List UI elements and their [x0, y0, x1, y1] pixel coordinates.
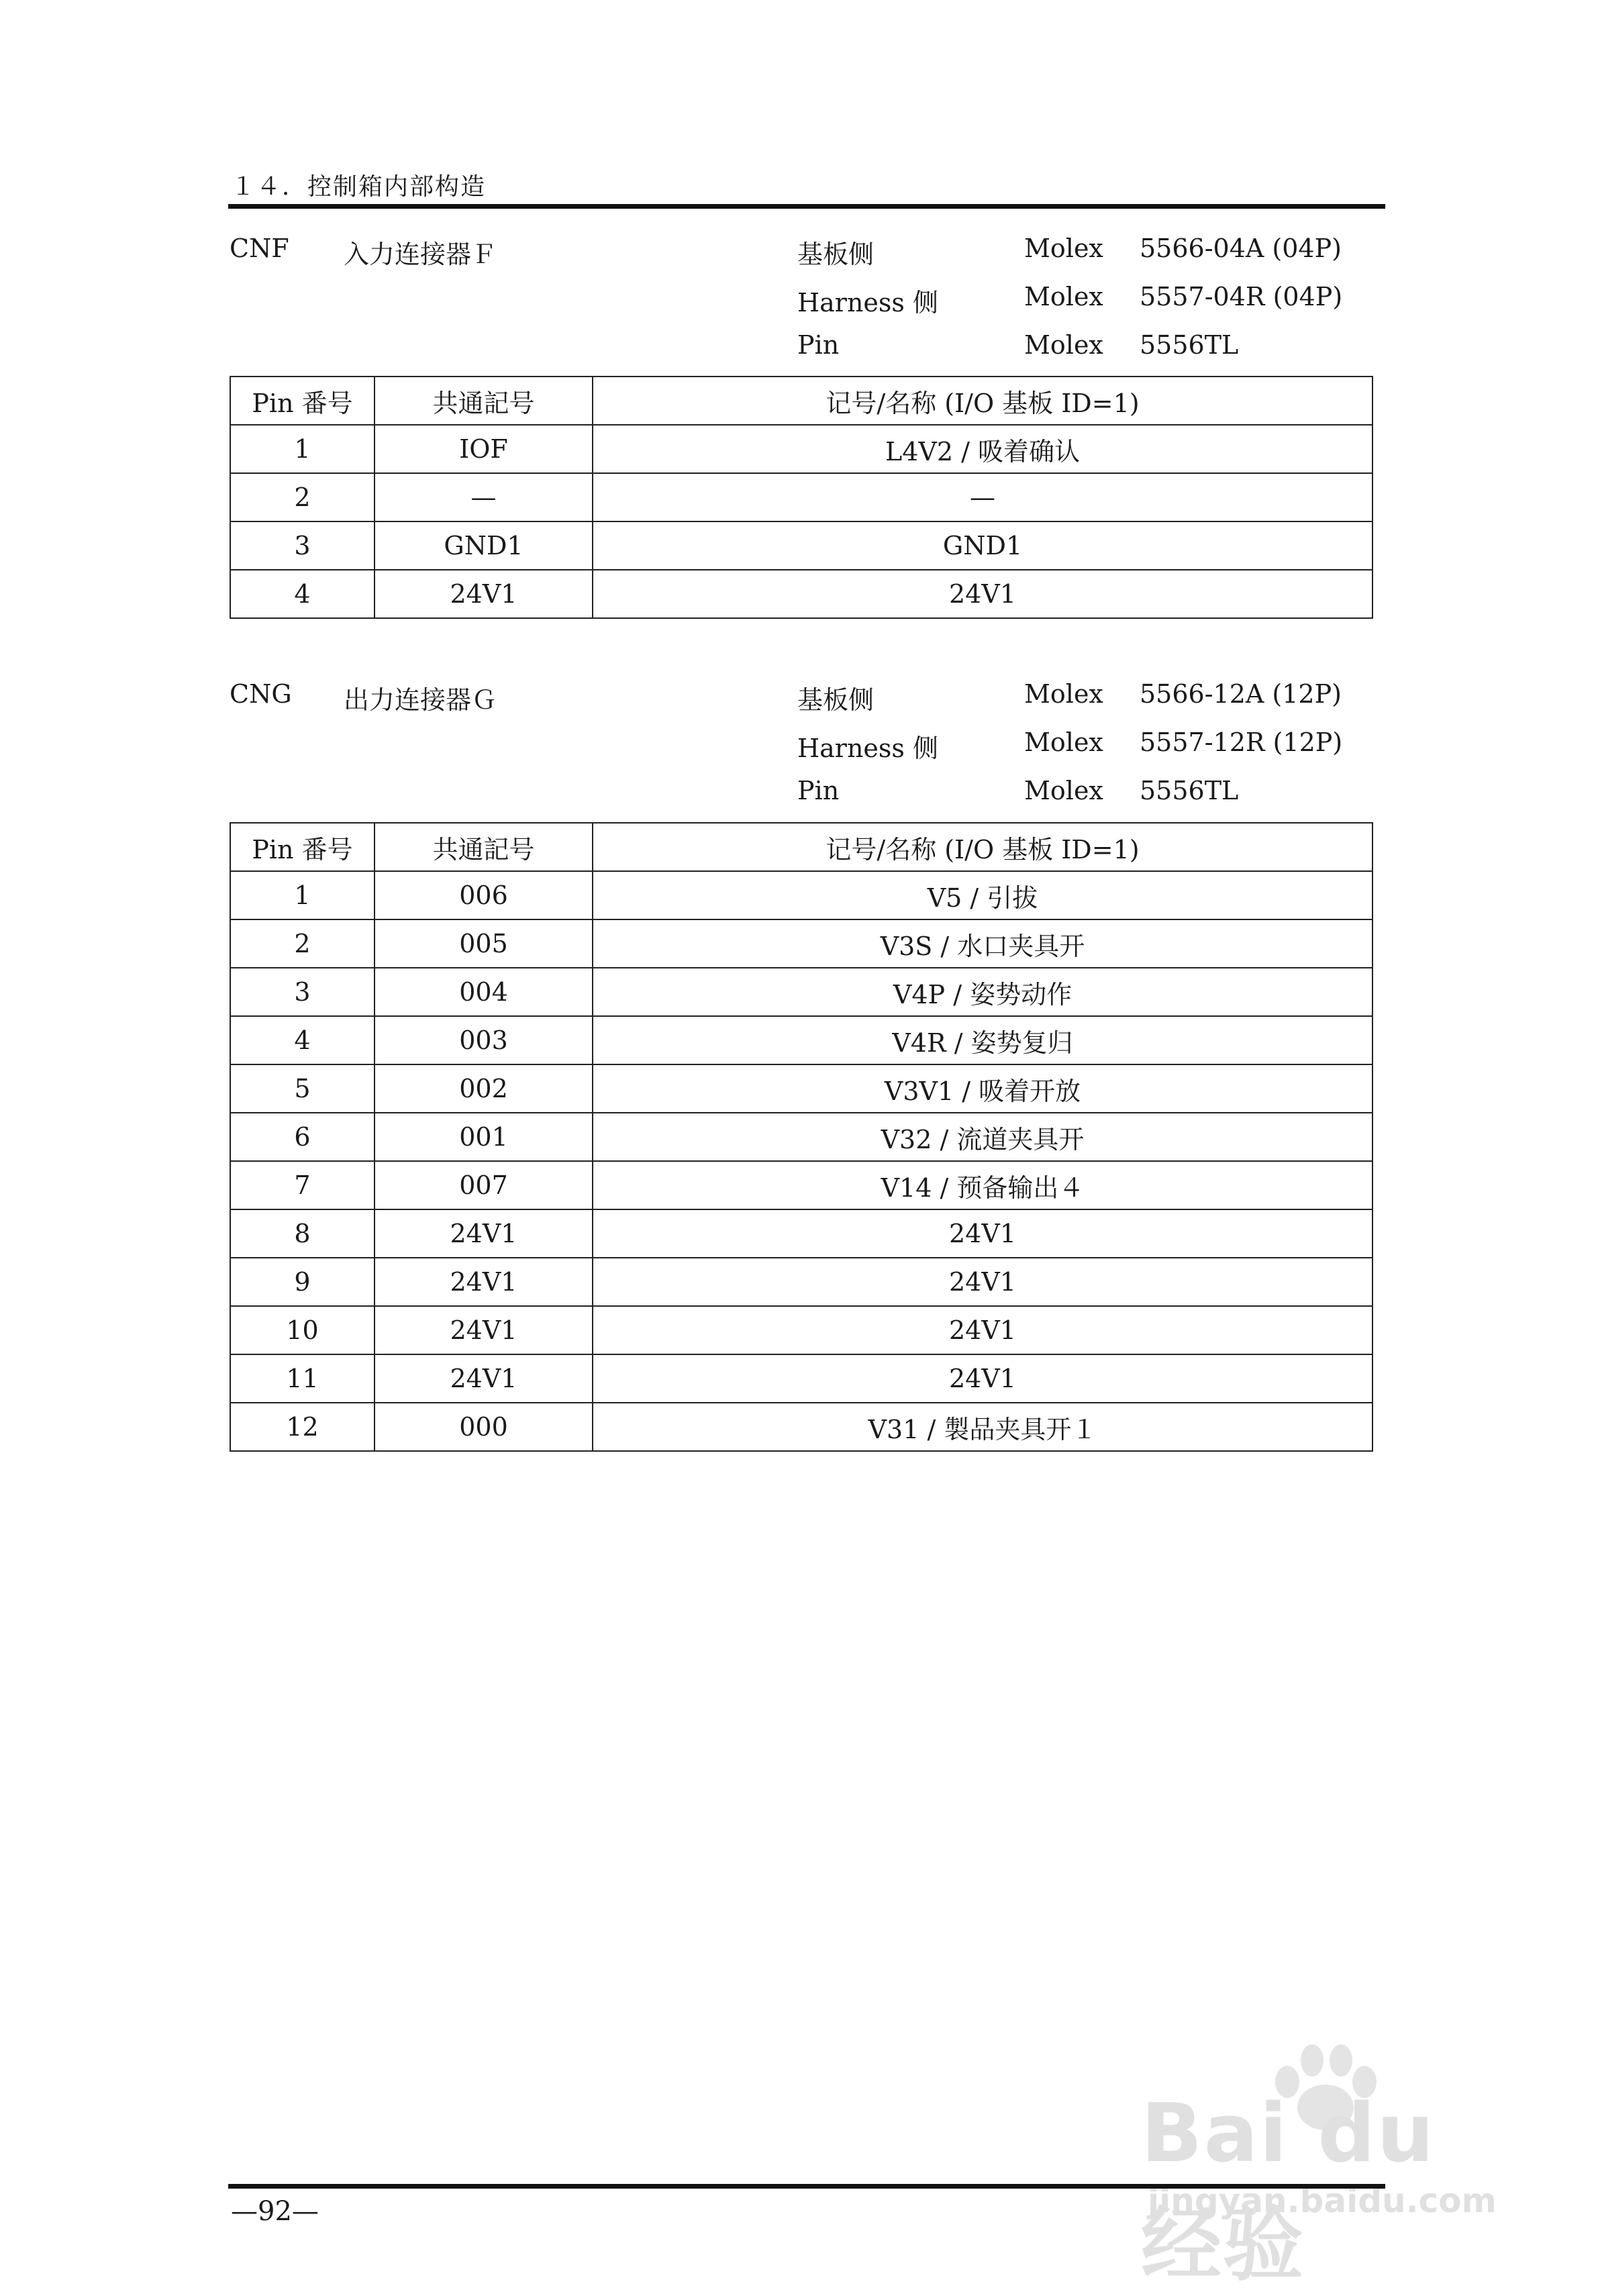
common-cell: 24V1 — [374, 570, 593, 618]
spec-part: 5557-04R (04P) — [1140, 282, 1343, 311]
signal-cell: 24V1 — [593, 1354, 1372, 1403]
page-number: —92— — [231, 2196, 319, 2227]
spec-side: Harness 侧 — [797, 288, 939, 317]
signal-cell: V4R / 姿势复归 — [593, 1016, 1372, 1064]
connector-code: CNG — [230, 679, 292, 709]
pin-cell: 3 — [230, 968, 374, 1016]
table-row — [230, 570, 1372, 618]
connector-f-spec-row — [230, 234, 1370, 282]
common-cell: 007 — [374, 1161, 593, 1209]
pin-header: Pin 番号 — [230, 823, 374, 871]
signal-cell: 24V1 — [593, 1209, 1372, 1258]
connector-name: 入力连接器Ｆ — [344, 240, 497, 269]
table-row — [230, 1354, 1372, 1403]
common-cell: 24V1 — [374, 1354, 593, 1403]
table-row — [230, 1161, 1372, 1209]
pin-cell: 1 — [230, 425, 374, 473]
section-title: １４．控制箱内部构造 — [231, 173, 487, 201]
footer-rule — [228, 2184, 1385, 2189]
signal-header: 记号/名称 (I/O 基板 ID=1) — [593, 377, 1372, 425]
signal-cell: GND1 — [593, 521, 1372, 570]
pin-cell: 7 — [230, 1161, 374, 1209]
baidu-watermark — [1141, 2040, 1517, 2292]
pin-cell: 12 — [230, 1403, 374, 1451]
table-row — [230, 968, 1372, 1016]
common-cell: 24V1 — [374, 1209, 593, 1258]
signal-cell: L4V2 / 吸着确认 — [593, 425, 1372, 473]
pin-cell: 5 — [230, 1064, 374, 1113]
signal-cell: 24V1 — [593, 1306, 1372, 1354]
table-row — [230, 425, 1372, 473]
watermark-site: jingyan.baidu.com — [1148, 2181, 1497, 2220]
spec-part: 5557-12R (12P) — [1140, 728, 1343, 757]
signal-cell: V3V1 / 吸着开放 — [593, 1064, 1372, 1113]
spec-maker: Molex — [1024, 679, 1103, 709]
pin-cell: 9 — [230, 1258, 374, 1306]
common-cell: 000 — [374, 1403, 593, 1451]
spec-side: Pin — [797, 776, 840, 805]
spec-maker: Molex — [1024, 330, 1103, 360]
connector-f-pin-table — [230, 376, 1373, 619]
table-row — [230, 1403, 1372, 1451]
common-cell: 24V1 — [374, 1306, 593, 1354]
spec-side: 基板侧 — [797, 685, 875, 715]
watermark-brand: Bai du 经验 — [1141, 2087, 1436, 2292]
table-row — [230, 521, 1372, 570]
signal-cell: V31 / 製品夹具开１ — [593, 1403, 1372, 1451]
pin-cell: 2 — [230, 473, 374, 521]
connector-g-spec-row — [230, 679, 1370, 728]
table-header-row — [230, 377, 1372, 425]
table-row — [230, 1113, 1372, 1161]
common-cell: 003 — [374, 1016, 593, 1064]
spec-part: 5566-12A (12P) — [1140, 679, 1342, 709]
common-cell: 006 — [374, 871, 593, 919]
common-cell: GND1 — [374, 521, 593, 570]
table-row — [230, 1306, 1372, 1354]
connector-g-info — [230, 679, 1370, 824]
table-row — [230, 1016, 1372, 1064]
table-row — [230, 919, 1372, 968]
connector-f-info — [230, 234, 1370, 379]
common-cell: 24V1 — [374, 1258, 593, 1306]
common-cell: IOF — [374, 425, 593, 473]
signal-cell: 24V1 — [593, 570, 1372, 618]
spec-side: Harness 侧 — [797, 734, 939, 763]
table-row — [230, 1064, 1372, 1113]
spec-maker: Molex — [1024, 728, 1103, 757]
header-rule — [228, 204, 1385, 209]
common-cell: 004 — [374, 968, 593, 1016]
table-row — [230, 871, 1372, 919]
common-cell: 001 — [374, 1113, 593, 1161]
spec-side: Pin — [797, 330, 840, 360]
pin-cell: 6 — [230, 1113, 374, 1161]
connector-g-spec-row — [230, 776, 1370, 824]
table-row — [230, 1258, 1372, 1306]
table-header-row — [230, 823, 1372, 871]
spec-maker: Molex — [1024, 234, 1103, 263]
spec-part: 5566-04A (04P) — [1140, 234, 1342, 263]
pin-cell: 11 — [230, 1354, 374, 1403]
signal-cell: V4P / 姿势动作 — [593, 968, 1372, 1016]
table-row — [230, 473, 1372, 521]
signal-cell: V3S / 水口夹具开 — [593, 919, 1372, 968]
connector-g-spec-row — [230, 728, 1370, 776]
pin-cell: 1 — [230, 871, 374, 919]
pin-cell: 3 — [230, 521, 374, 570]
pin-cell: 4 — [230, 1016, 374, 1064]
spec-part: 5556TL — [1140, 776, 1239, 805]
connector-name: 出力连接器Ｇ — [344, 685, 497, 715]
connector-code: CNF — [230, 234, 289, 263]
spec-maker: Molex — [1024, 282, 1103, 311]
signal-cell: V5 / 引拔 — [593, 871, 1372, 919]
pin-header: Pin 番号 — [230, 377, 374, 425]
signal-cell: V32 / 流道夹具开 — [593, 1113, 1372, 1161]
common-cell: 002 — [374, 1064, 593, 1113]
common-cell: — — [374, 473, 593, 521]
common-header: 共通記号 — [374, 377, 593, 425]
spec-maker: Molex — [1024, 776, 1103, 805]
connector-f-spec-row — [230, 330, 1370, 379]
signal-cell: 24V1 — [593, 1258, 1372, 1306]
common-cell: 005 — [374, 919, 593, 968]
pin-cell: 8 — [230, 1209, 374, 1258]
signal-header: 记号/名称 (I/O 基板 ID=1) — [593, 823, 1372, 871]
connector-f-spec-row — [230, 282, 1370, 330]
pin-cell: 10 — [230, 1306, 374, 1354]
spec-side: 基板侧 — [797, 240, 875, 269]
pin-cell: 2 — [230, 919, 374, 968]
signal-cell: — — [593, 473, 1372, 521]
common-header: 共通記号 — [374, 823, 593, 871]
pin-cell: 4 — [230, 570, 374, 618]
signal-cell: V14 / 预备输出４ — [593, 1161, 1372, 1209]
spec-part: 5556TL — [1140, 330, 1239, 360]
table-row — [230, 1209, 1372, 1258]
connector-g-pin-table — [230, 822, 1373, 1452]
